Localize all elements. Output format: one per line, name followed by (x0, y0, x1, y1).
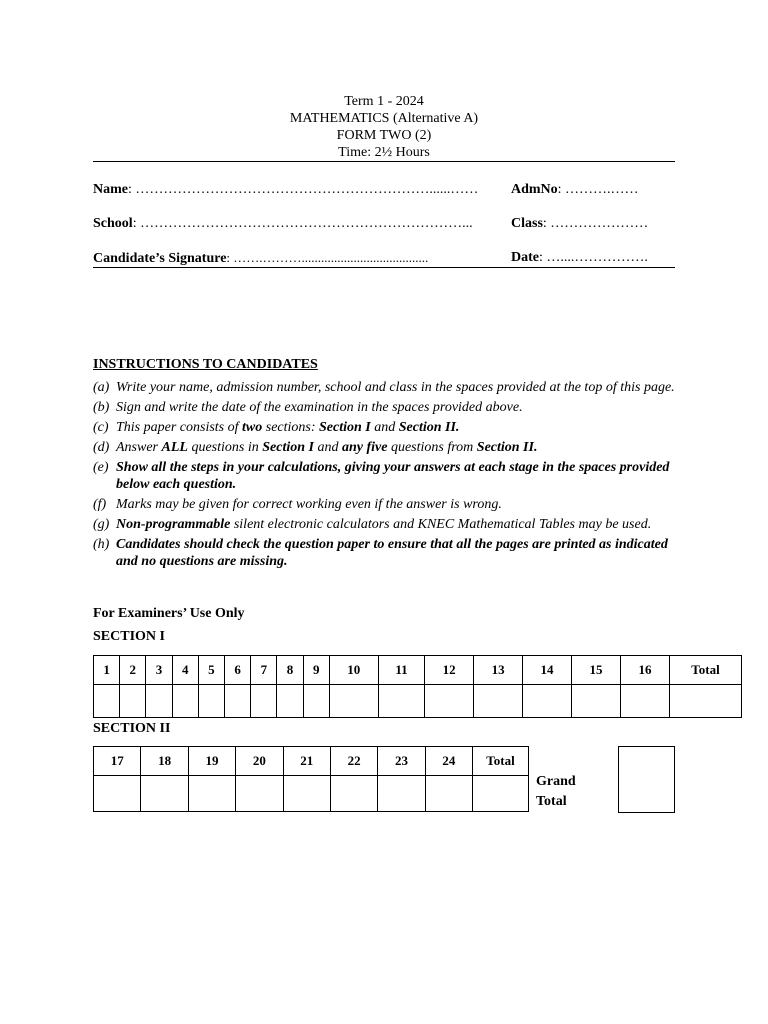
score-cell[interactable] (225, 685, 251, 718)
score-header-cell: 19 (188, 747, 235, 776)
exam-header (93, 93, 675, 161)
name-label: Name (93, 182, 128, 197)
score-header-cell: 14 (523, 656, 572, 685)
score-header-cell: Total (670, 656, 742, 685)
instructions-list (93, 379, 683, 573)
score-cell[interactable] (670, 685, 742, 718)
score-header-cell: 23 (378, 747, 425, 776)
score-header-cell: 3 (146, 656, 172, 685)
fields-divider (93, 267, 675, 268)
time-line: Time: 2½ Hours (338, 145, 430, 160)
instruction-b: (b) Sign and write the date of the examination in the spaces provided above. (93, 400, 523, 415)
section1-score-row (94, 685, 742, 718)
score-header-cell: 12 (425, 656, 474, 685)
section2-label: SECTION II (93, 721, 171, 736)
instruction-e: (e) Show all the steps in your calculations, giving your answers at each stage in the spaces provided below each question. (93, 460, 670, 492)
score-cell[interactable] (378, 685, 424, 718)
section1-table (93, 655, 742, 718)
instruction-a: (a) Write your name, admission number, school and class in the spaces provided at the top of this page. (93, 380, 675, 395)
section2-header-row (94, 747, 529, 776)
score-header-cell: 11 (378, 656, 424, 685)
score-cell[interactable] (251, 685, 277, 718)
school-label: School (93, 216, 133, 231)
score-cell[interactable] (198, 685, 224, 718)
score-header-cell: 5 (198, 656, 224, 685)
instructions-title: INSTRUCTIONS TO CANDIDATES (93, 357, 318, 372)
score-cell[interactable] (303, 685, 329, 718)
date-field[interactable]: : …....……………. (539, 250, 648, 265)
school-row (93, 216, 675, 234)
score-header-cell: 15 (571, 656, 620, 685)
score-header-cell: 16 (620, 656, 669, 685)
score-cell[interactable] (330, 776, 377, 812)
score-header-cell: 13 (474, 656, 523, 685)
score-header-cell: 10 (329, 656, 378, 685)
date-label: Date (511, 250, 539, 265)
score-cell[interactable] (146, 685, 172, 718)
score-header-cell: 22 (330, 747, 377, 776)
score-cell[interactable] (141, 776, 188, 812)
name-field[interactable]: : ………………………………………………………......…… (128, 182, 479, 197)
score-header-cell: 18 (141, 747, 188, 776)
score-cell[interactable] (236, 776, 283, 812)
instruction-d: (d) Answer ALL questions in Section I and any five questions from Section II. (93, 440, 538, 455)
score-cell[interactable] (473, 776, 529, 812)
section1-header-row (94, 656, 742, 685)
score-header-cell: 7 (251, 656, 277, 685)
score-cell[interactable] (94, 685, 120, 718)
score-header-cell: Total (473, 747, 529, 776)
header-divider (93, 161, 675, 162)
signature-label: Candidate’s Signature (93, 251, 227, 266)
section1-label: SECTION I (93, 629, 165, 644)
score-header-cell: 4 (172, 656, 198, 685)
score-header-cell: 8 (277, 656, 303, 685)
instruction-h: (h) Candidates should check the question paper to ensure that all the pages are printed as indicated and no questions are missing. (93, 537, 668, 569)
instruction-g: (g) Non-programmable silent electronic calculators and KNEC Mathematical Tables may be used. (93, 517, 652, 532)
score-cell[interactable] (277, 685, 303, 718)
grand-total-label: Grand Total (536, 774, 576, 809)
signature-row (93, 250, 675, 268)
admno-field[interactable]: : ……….…… (557, 182, 639, 197)
score-cell[interactable] (571, 685, 620, 718)
section2-score-row (94, 776, 529, 812)
class-label: Class (511, 216, 543, 231)
instruction-f: (f) Marks may be given for correct working even if the answer is wrong. (93, 497, 502, 512)
instruction-c: (c) This paper consists of two sections: Section I and Section II. (93, 420, 460, 435)
score-header-cell: 9 (303, 656, 329, 685)
signature-field[interactable]: : …….………....................................... (226, 250, 429, 265)
score-cell[interactable] (620, 685, 669, 718)
score-cell[interactable] (425, 685, 474, 718)
score-cell[interactable] (120, 685, 146, 718)
score-cell[interactable] (523, 685, 572, 718)
admno-label: AdmNo (511, 182, 558, 197)
term-line: Term 1 - 2024 (344, 94, 424, 109)
score-cell[interactable] (94, 776, 141, 812)
grand-total-box[interactable] (618, 746, 675, 813)
score-header-cell: 17 (94, 747, 141, 776)
score-header-cell: 20 (236, 747, 283, 776)
subject-line: MATHEMATICS (Alternative A) (289, 111, 479, 126)
score-header-cell: 21 (283, 747, 330, 776)
section2-table (93, 746, 529, 812)
score-cell[interactable] (172, 685, 198, 718)
school-field[interactable]: : ……………………………………………………………... (132, 216, 473, 231)
class-field[interactable]: : ………………… (542, 216, 649, 231)
score-header-cell: 2 (120, 656, 146, 685)
examiners-title: For Examiners’ Use Only (93, 606, 245, 621)
score-cell[interactable] (425, 776, 472, 812)
score-cell[interactable] (329, 685, 378, 718)
score-header-cell: 1 (94, 656, 120, 685)
form-line: FORM TWO (2) (336, 128, 432, 143)
score-cell[interactable] (474, 685, 523, 718)
score-header-cell: 24 (425, 747, 472, 776)
score-cell[interactable] (283, 776, 330, 812)
score-header-cell: 6 (225, 656, 251, 685)
score-cell[interactable] (188, 776, 235, 812)
name-row (93, 182, 675, 200)
score-cell[interactable] (378, 776, 425, 812)
